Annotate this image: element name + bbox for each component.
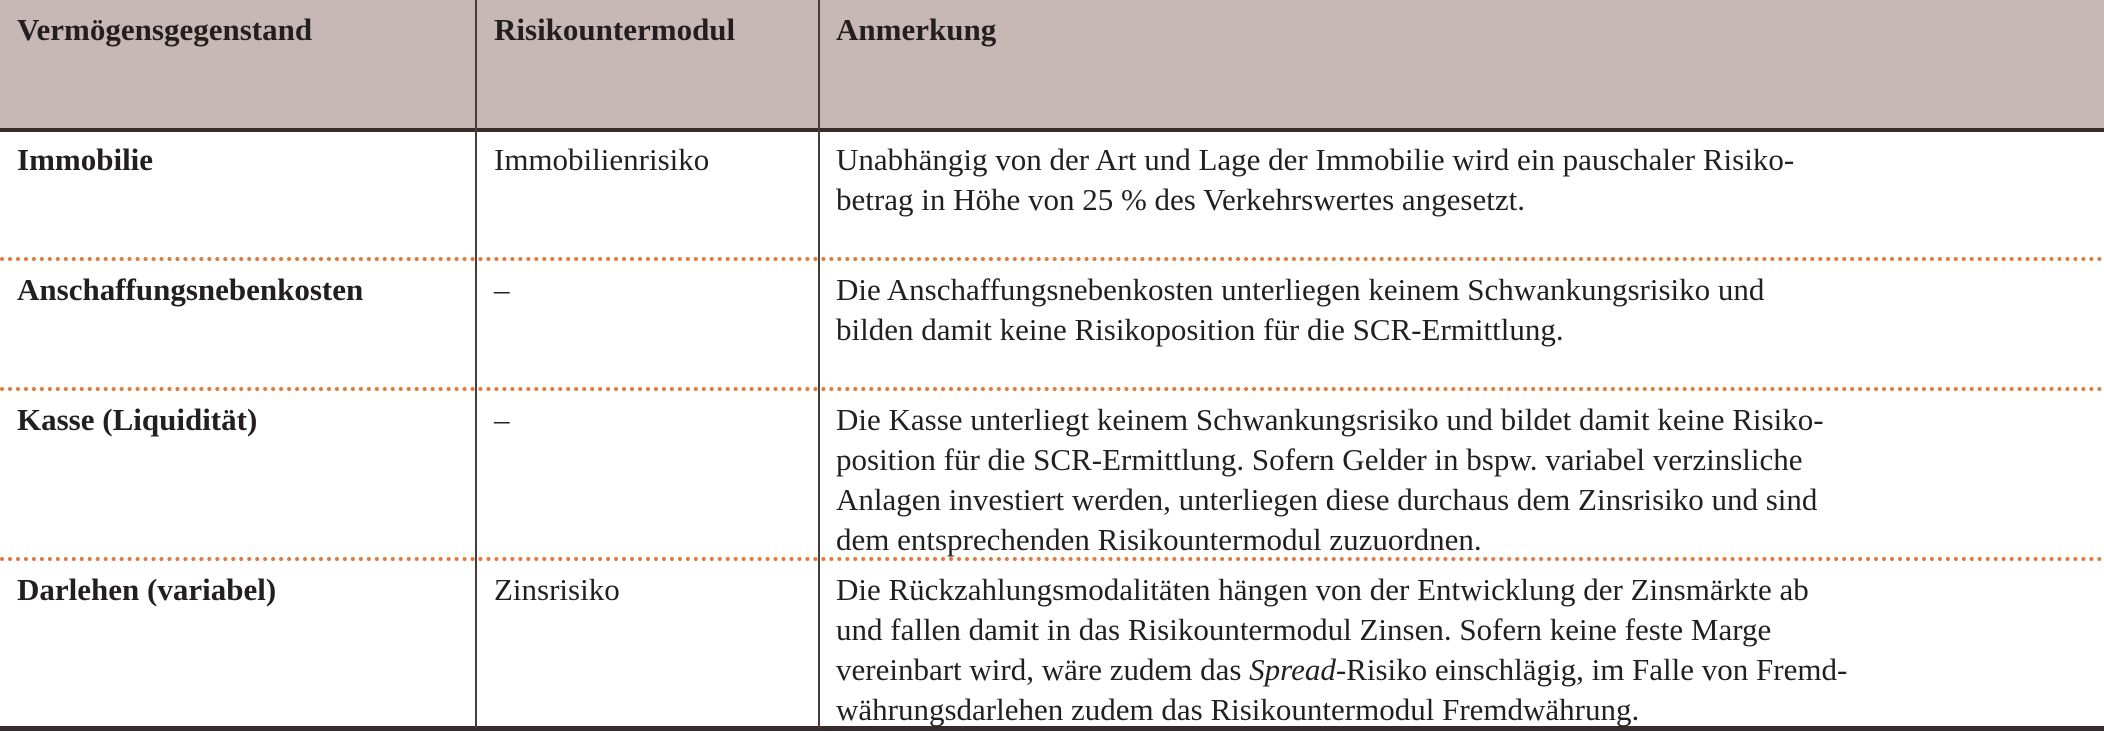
note-line: Die Anschaffungsnebenkosten unterliegen keinem Schwankungsrisiko und — [836, 272, 1765, 307]
note-line: betrag in Höhe von 25 % des Verkehrswertes angesetzt. — [836, 182, 1525, 217]
table-row-module: Immobilienrisiko — [494, 142, 710, 177]
note-line: position für die SCR-Ermittlung. Sofern Gelder in bspw. variabel verzinsliche — [836, 442, 1803, 477]
note-line: Die Kasse unterliegt keinem Schwankungsrisiko und bildet damit keine Risiko- — [836, 402, 1824, 437]
header-module: Risikountermodul — [494, 12, 736, 47]
header-note: Anmerkung — [836, 12, 997, 47]
row-separator — [0, 387, 2104, 391]
header-asset: Vermögensgegenstand — [17, 12, 313, 47]
table-row-module: Zinsrisiko — [494, 572, 620, 607]
table-row-asset: Darlehen (variabel) — [17, 572, 277, 607]
note-line: Unabhängig von der Art und Lage der Immobilie wird ein pauschaler Risiko- — [836, 142, 1795, 177]
table-row-note — [836, 270, 1764, 350]
row-separator — [0, 257, 2104, 261]
note-line: Anlagen investiert werden, unterliegen diese durchaus dem Zinsrisiko und sind — [836, 482, 1818, 517]
table-row-asset: Kasse (Liquidität) — [17, 402, 258, 437]
note-line: Die Rückzahlungsmodalitäten hängen von der Entwicklung der Zinsmärkte ab — [836, 572, 1809, 607]
table-row-note — [836, 400, 1824, 560]
table-row-asset: Immobilie — [17, 142, 154, 177]
header-rule — [0, 128, 2104, 132]
table-row-module: – — [494, 272, 510, 307]
note-emphasis: Spread — [1249, 652, 1336, 687]
table-row-note — [836, 140, 1794, 220]
note-text: -Risiko einschlägig, im Falle von Fremd- — [1335, 652, 1848, 687]
table-row-note — [836, 570, 1847, 730]
note-line: und fallen damit in das Risikountermodul Zinsen. Sofern keine feste Marge — [836, 612, 1772, 647]
note-line: dem entsprechenden Risikountermodul zuzuordnen. — [836, 522, 1482, 557]
table-row-asset: Anschaffungsnebenkosten — [17, 272, 364, 307]
table-row-module: – — [494, 402, 510, 437]
note-line: währungsdarlehen zudem das Risikountermodul Fremdwährung. — [836, 692, 1640, 727]
column-divider — [818, 0, 820, 728]
column-divider — [475, 0, 477, 728]
note-line — [836, 650, 1847, 690]
table-header — [0, 0, 2104, 128]
note-line: bilden damit keine Risikoposition für die SCR-Ermittlung. — [836, 312, 1564, 347]
note-text: vereinbart wird, wäre zudem das — [836, 652, 1250, 687]
